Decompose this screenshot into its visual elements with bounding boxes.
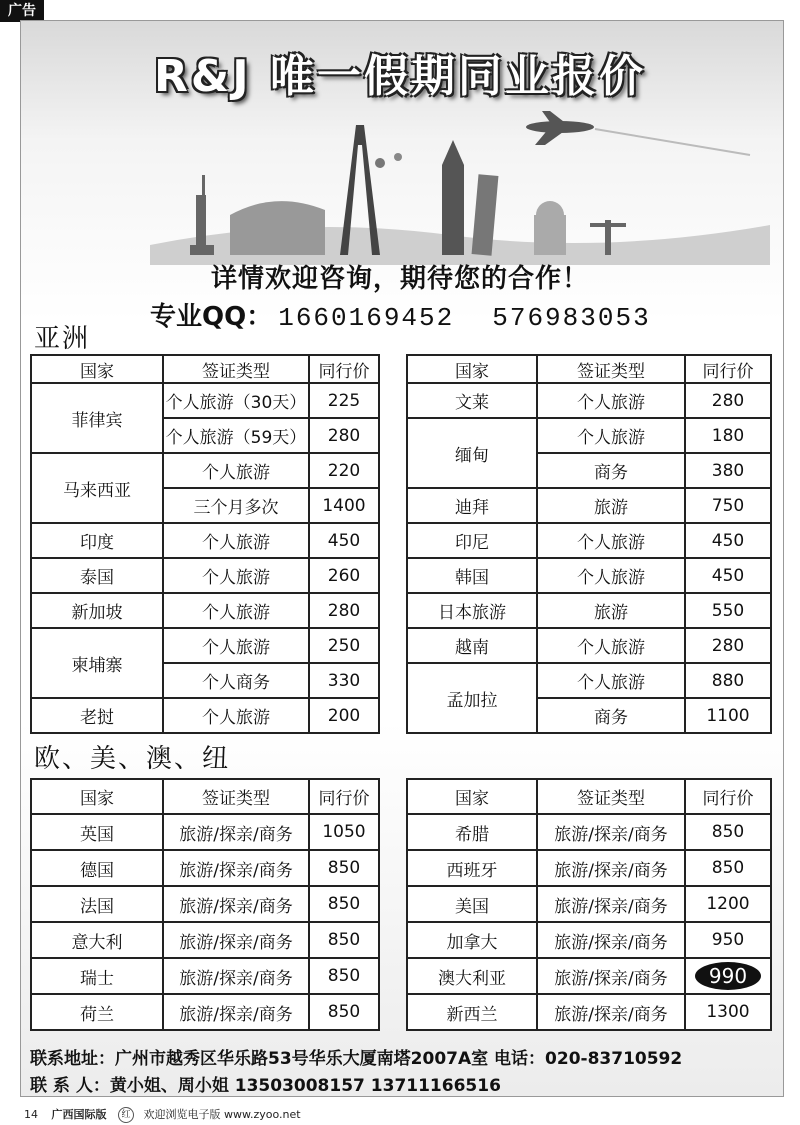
visa-cell: 旅游 [537, 593, 685, 628]
country-cell: 韩国 [407, 558, 537, 593]
price-cell: 1400 [309, 488, 379, 523]
country-cell: 德国 [31, 850, 163, 886]
visa-cell: 个人旅游 [537, 418, 685, 453]
country-cell: 新西兰 [407, 994, 537, 1030]
country-cell: 加拿大 [407, 922, 537, 958]
visa-cell: 个人旅游（30天） [163, 383, 309, 418]
visa-cell: 旅游/探亲/商务 [537, 850, 685, 886]
column-header: 同行价 [309, 779, 379, 814]
table-row [31, 958, 379, 994]
table-row [407, 663, 771, 698]
visa-cell: 旅游/探亲/商务 [163, 814, 309, 850]
asia-right-table [406, 354, 772, 734]
table-row [31, 850, 379, 886]
country-cell: 泰国 [31, 558, 163, 593]
price-cell: 850 [309, 922, 379, 958]
price-cell: 180 [685, 418, 771, 453]
price-cell: 880 [685, 663, 771, 698]
visa-cell: 旅游/探亲/商务 [163, 886, 309, 922]
table-row [407, 994, 771, 1030]
table-row [407, 593, 771, 628]
ad-title: R&J 唯一假期同业报价 [154, 51, 646, 102]
country-cell: 缅甸 [407, 418, 537, 488]
price-cell: 220 [309, 453, 379, 488]
welcome-text: 详情欢迎咨询，期待您的合作！ [210, 264, 589, 294]
country-cell: 马来西亚 [31, 453, 163, 523]
table-row [31, 558, 379, 593]
country-cell: 越南 [407, 628, 537, 663]
table-row [31, 593, 379, 628]
price-cell: 850 [309, 886, 379, 922]
price-cell: 330 [309, 663, 379, 698]
country-cell: 印尼 [407, 523, 537, 558]
table-row [407, 814, 771, 850]
visa-cell: 个人旅游 [537, 383, 685, 418]
price-cell: 1300 [685, 994, 771, 1030]
country-cell: 菲律宾 [31, 383, 163, 453]
price-cell: 850 [685, 850, 771, 886]
publication-name: 广西国际版 [51, 1108, 107, 1121]
price-cell: 225 [309, 383, 379, 418]
visa-cell: 个人旅游 [537, 628, 685, 663]
price-cell: 850 [309, 850, 379, 886]
table-row [31, 383, 379, 418]
column-header: 签证类型 [537, 355, 685, 383]
table-row [407, 418, 771, 453]
table-row [31, 994, 379, 1030]
price-cell: 750 [685, 488, 771, 523]
price-cell: 950 [685, 922, 771, 958]
table-row [407, 628, 771, 663]
price-badge: 990 [695, 962, 761, 990]
ad-tag: 广告 [0, 0, 44, 22]
country-cell: 迪拜 [407, 488, 537, 523]
column-header: 同行价 [685, 779, 771, 814]
country-cell: 西班牙 [407, 850, 537, 886]
visa-cell: 旅游/探亲/商务 [537, 958, 685, 994]
country-cell: 日本旅游 [407, 593, 537, 628]
price-cell: 450 [685, 558, 771, 593]
contact-address: 联系地址：广州市越秀区华乐路53号华乐大厦南塔2007A室 电话：020-83710592 [30, 1049, 683, 1069]
column-header: 签证类型 [163, 355, 309, 383]
table-row [407, 523, 771, 558]
visa-cell: 个人旅游 [163, 453, 309, 488]
country-cell: 文莱 [407, 383, 537, 418]
country-cell: 印度 [31, 523, 163, 558]
visa-cell: 三个月多次 [163, 488, 309, 523]
publication-logo-icon: 红 [118, 1107, 134, 1123]
visa-cell: 旅游/探亲/商务 [537, 886, 685, 922]
country-cell: 法国 [31, 886, 163, 922]
price-cell: 280 [685, 383, 771, 418]
column-header: 国家 [31, 355, 163, 383]
table-row [31, 453, 379, 488]
table-row [31, 886, 379, 922]
visa-cell: 个人旅游 [537, 663, 685, 698]
country-cell: 瑞士 [31, 958, 163, 994]
country-cell: 孟加拉 [407, 663, 537, 733]
price-cell: 1100 [685, 698, 771, 733]
landmark-illustration [150, 105, 770, 265]
table-row [407, 488, 771, 523]
country-cell: 新加坡 [31, 593, 163, 628]
visa-cell: 旅游/探亲/商务 [537, 922, 685, 958]
visa-cell: 个人旅游 [163, 558, 309, 593]
country-cell: 荷兰 [31, 994, 163, 1030]
price-cell: 250 [309, 628, 379, 663]
visa-cell: 商务 [537, 453, 685, 488]
page-number: 14 [24, 1108, 38, 1121]
price-cell [685, 958, 771, 994]
country-cell: 美国 [407, 886, 537, 922]
price-cell: 1050 [309, 814, 379, 850]
table-row [407, 958, 771, 994]
price-cell: 550 [685, 593, 771, 628]
visa-cell: 旅游/探亲/商务 [163, 958, 309, 994]
country-cell: 柬埔寨 [31, 628, 163, 698]
table-row [407, 383, 771, 418]
visa-cell: 个人商务 [163, 663, 309, 698]
section-title-asia: 亚洲 [34, 324, 91, 354]
country-cell: 老挝 [31, 698, 163, 733]
visa-cell: 个人旅游 [537, 523, 685, 558]
price-cell: 380 [685, 453, 771, 488]
colosseum-icon [230, 201, 325, 255]
price-cell: 1200 [685, 886, 771, 922]
visa-cell: 个人旅游 [163, 628, 309, 663]
country-cell: 澳大利亚 [407, 958, 537, 994]
country-cell: 希腊 [407, 814, 537, 850]
visa-cell: 商务 [537, 698, 685, 733]
price-cell: 450 [685, 523, 771, 558]
column-header: 签证类型 [537, 779, 685, 814]
table-row [407, 558, 771, 593]
balloon-icon [375, 158, 385, 168]
column-header: 签证类型 [163, 779, 309, 814]
qq-number: 1660169452 [278, 303, 455, 333]
table-row [31, 628, 379, 663]
table-row [31, 922, 379, 958]
qq-label: 专业QQ： [150, 302, 273, 332]
visa-cell: 个人旅游（59天） [163, 418, 309, 453]
country-cell: 英国 [31, 814, 163, 850]
visa-cell: 旅游/探亲/商务 [163, 922, 309, 958]
price-cell: 850 [309, 994, 379, 1030]
west-left-table [30, 778, 380, 1031]
price-cell: 260 [309, 558, 379, 593]
visa-cell: 旅游/探亲/商务 [537, 814, 685, 850]
country-cell: 意大利 [31, 922, 163, 958]
page-footer [24, 1106, 301, 1123]
table-row [31, 523, 379, 558]
price-cell: 200 [309, 698, 379, 733]
table-row [31, 814, 379, 850]
price-cell: 850 [309, 958, 379, 994]
visa-cell: 个人旅游 [163, 523, 309, 558]
price-cell: 850 [685, 814, 771, 850]
qq-contact [150, 296, 651, 333]
table-row [407, 850, 771, 886]
asia-left-table [30, 354, 380, 734]
big-ben-icon [442, 140, 464, 255]
column-header: 国家 [407, 779, 537, 814]
column-header: 国家 [31, 779, 163, 814]
visa-cell: 旅游/探亲/商务 [163, 994, 309, 1030]
column-header: 同行价 [685, 355, 771, 383]
west-right-table [406, 778, 772, 1031]
visa-cell: 旅游 [537, 488, 685, 523]
taj-mahal-icon [534, 201, 566, 255]
column-header: 同行价 [309, 355, 379, 383]
visa-cell: 个人旅游 [163, 698, 309, 733]
table-row [31, 698, 379, 733]
price-cell: 280 [309, 418, 379, 453]
visa-cell: 旅游/探亲/商务 [537, 994, 685, 1030]
website-text: 欢迎浏览电子版 www.zyoo.net [143, 1108, 301, 1121]
section-title-west: 欧、美、澳、纽 [34, 744, 231, 774]
price-cell: 280 [309, 593, 379, 628]
qq-number: 576983053 [492, 303, 651, 333]
table-row [407, 922, 771, 958]
column-header: 国家 [407, 355, 537, 383]
price-cell: 280 [685, 628, 771, 663]
contact-person: 联 系 人：黄小姐、周小姐 13503008157 13711166516 [30, 1076, 501, 1096]
visa-cell: 个人旅游 [537, 558, 685, 593]
balloon-icon [394, 153, 402, 161]
airplane-icon [526, 111, 594, 145]
visa-cell: 旅游/探亲/商务 [163, 850, 309, 886]
price-cell: 450 [309, 523, 379, 558]
visa-cell: 个人旅游 [163, 593, 309, 628]
table-row [407, 886, 771, 922]
